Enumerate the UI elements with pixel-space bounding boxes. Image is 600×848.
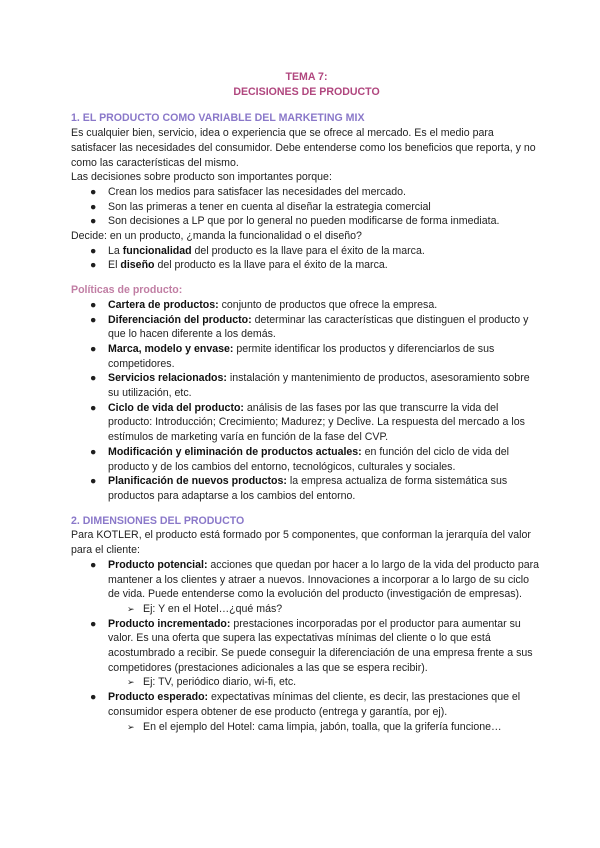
arrow-icon: ➢ xyxy=(127,603,135,614)
bullet-icon: ● xyxy=(90,558,97,571)
document-title xyxy=(71,70,542,99)
list-item: ● Modificación y eliminación de productos actuales: en función del ciclo de vida del producto y de los cambios del entorno, tecnológicos, culturales y sociales. xyxy=(90,445,509,473)
section-2-heading: 2. DIMENSIONES DEL PRODUCTO xyxy=(71,514,245,527)
arrow-icon: ➢ xyxy=(127,721,135,732)
title-line-2: DECISIONES DE PRODUCTO xyxy=(233,85,380,98)
list-item: ● Son las primeras a tener en cuenta al diseñar la estrategia comercial xyxy=(90,200,431,213)
policies-list xyxy=(71,298,542,504)
decide-list xyxy=(71,244,542,273)
list-item: ● Ciclo de vida del producto: análisis de las fases por las que transcurre la vida del producto: Introducción; Crecimiento; Madurez; y Declive. La respuesta del mercado a los estímulos de marketing varía en función de la fase del CVP. xyxy=(90,401,525,444)
example-list xyxy=(71,720,542,735)
bullet-icon: ● xyxy=(90,401,97,414)
section-2-intro: Para KOTLER, el producto está formado por 5 componentes, que conforman la jerarquía del valor para el cliente: xyxy=(71,529,531,557)
list-item: ● Producto potencial: acciones que quedan por hacer a lo largo de la vida del producto para mantener a los clientes y atraer a nuevos. Innovaciones a incorporar a lo largo de su ciclo de vida. Puede entenderse como la evolución del producto (investigación de empresas). xyxy=(90,558,540,601)
bullet-icon: ● xyxy=(90,259,97,272)
dimensions-list xyxy=(71,690,542,719)
bullet-icon: ● xyxy=(90,298,97,311)
bullet-icon: ● xyxy=(90,475,97,488)
bullet-icon: ● xyxy=(90,185,97,198)
bullet-icon: ● xyxy=(90,445,97,458)
list-item: ● La funcionalidad del producto es la llave para el éxito de la marca. xyxy=(90,244,425,257)
bullet-icon: ● xyxy=(90,215,97,228)
dimensions-list xyxy=(71,617,542,676)
list-item: ● El diseño del producto es la llave para el éxito de la marca. xyxy=(90,259,388,272)
example-list xyxy=(71,675,542,690)
dimensions-list xyxy=(71,558,542,602)
bullet-icon: ● xyxy=(90,244,97,257)
policies-heading: Políticas de producto: xyxy=(71,284,183,297)
bullet-icon: ● xyxy=(90,691,97,704)
bullet-icon: ● xyxy=(90,200,97,213)
list-item: ● Cartera de productos: conjunto de productos que ofrece la empresa. xyxy=(90,298,438,311)
list-item: ● Producto incrementado: prestaciones incorporadas por el productor para aumentar su valor. Es una oferta que supera las expectativas mínimas del cliente o lo que está acostumbrado a recibir. Se puede conseguir la diferenciación de una empresa frente a sus competidores (prestaciones adicionales a las que se espera recibir). xyxy=(90,617,533,674)
example-item: ➢ Ej: Y en el Hotel…¿qué más? xyxy=(127,602,283,615)
bullet-icon: ● xyxy=(90,313,97,326)
bullet-icon: ● xyxy=(90,342,97,355)
example-list xyxy=(71,602,542,617)
arrow-icon: ➢ xyxy=(127,677,135,688)
decide-lead: Decide: en un producto, ¿manda la funcionalidad o el diseño? xyxy=(71,230,362,243)
list-item: ● Planificación de nuevos productos: la empresa actualiza de forma sistemática sus productos para adaptarse a los cambios del entorno. xyxy=(90,475,508,502)
example-item: ➢ En el ejemplo del Hotel: cama limpia, jabón, toalla, que la grifería funcione… xyxy=(127,720,502,733)
section-1-intro: Es cualquier bien, servicio, idea o experiencia que se ofrece al mercado. Es el medio para satisfacer las necesidades del consumidor. Debe entenderse como los beneficios que reporta, y no como las características del mismo. xyxy=(71,127,536,169)
list-item: ● Marca, modelo y envase: permite identificar los productos y diferenciarlos de sus competidores. xyxy=(90,342,495,370)
section-1-heading: 1. EL PRODUCTO COMO VARIABLE DEL MARKETING MIX xyxy=(71,112,365,125)
example-item: ➢ Ej: TV, periódico diario, wi-fi, etc. xyxy=(127,676,297,689)
bullet-icon: ● xyxy=(90,617,97,630)
list-item: ● Servicios relacionados: instalación y mantenimiento de productos, asesoramiento sobre su utilización, etc. xyxy=(90,372,530,400)
list-item: ● Son decisiones a LP que por lo general no pueden modificarse de forma inmediata. xyxy=(90,215,500,228)
importance-lead: Las decisiones sobre producto son importantes porque: xyxy=(71,171,332,184)
bullet-icon: ● xyxy=(90,372,97,385)
list-item: ● Crean los medios para satisfacer las necesidades del mercado. xyxy=(90,185,406,198)
title-line-1: TEMA 7: xyxy=(285,71,328,83)
list-item: ● Producto esperado: expectativas mínimas del cliente, es decir, las prestaciones que el consumidor espera obtener de ese producto (entrega y garantía, por ej). xyxy=(90,691,521,718)
list-item: ● Diferenciación del producto: determinar las características que distinguen el producto y que lo hacen diferente a los demás. xyxy=(90,313,529,341)
importance-list xyxy=(71,185,542,229)
